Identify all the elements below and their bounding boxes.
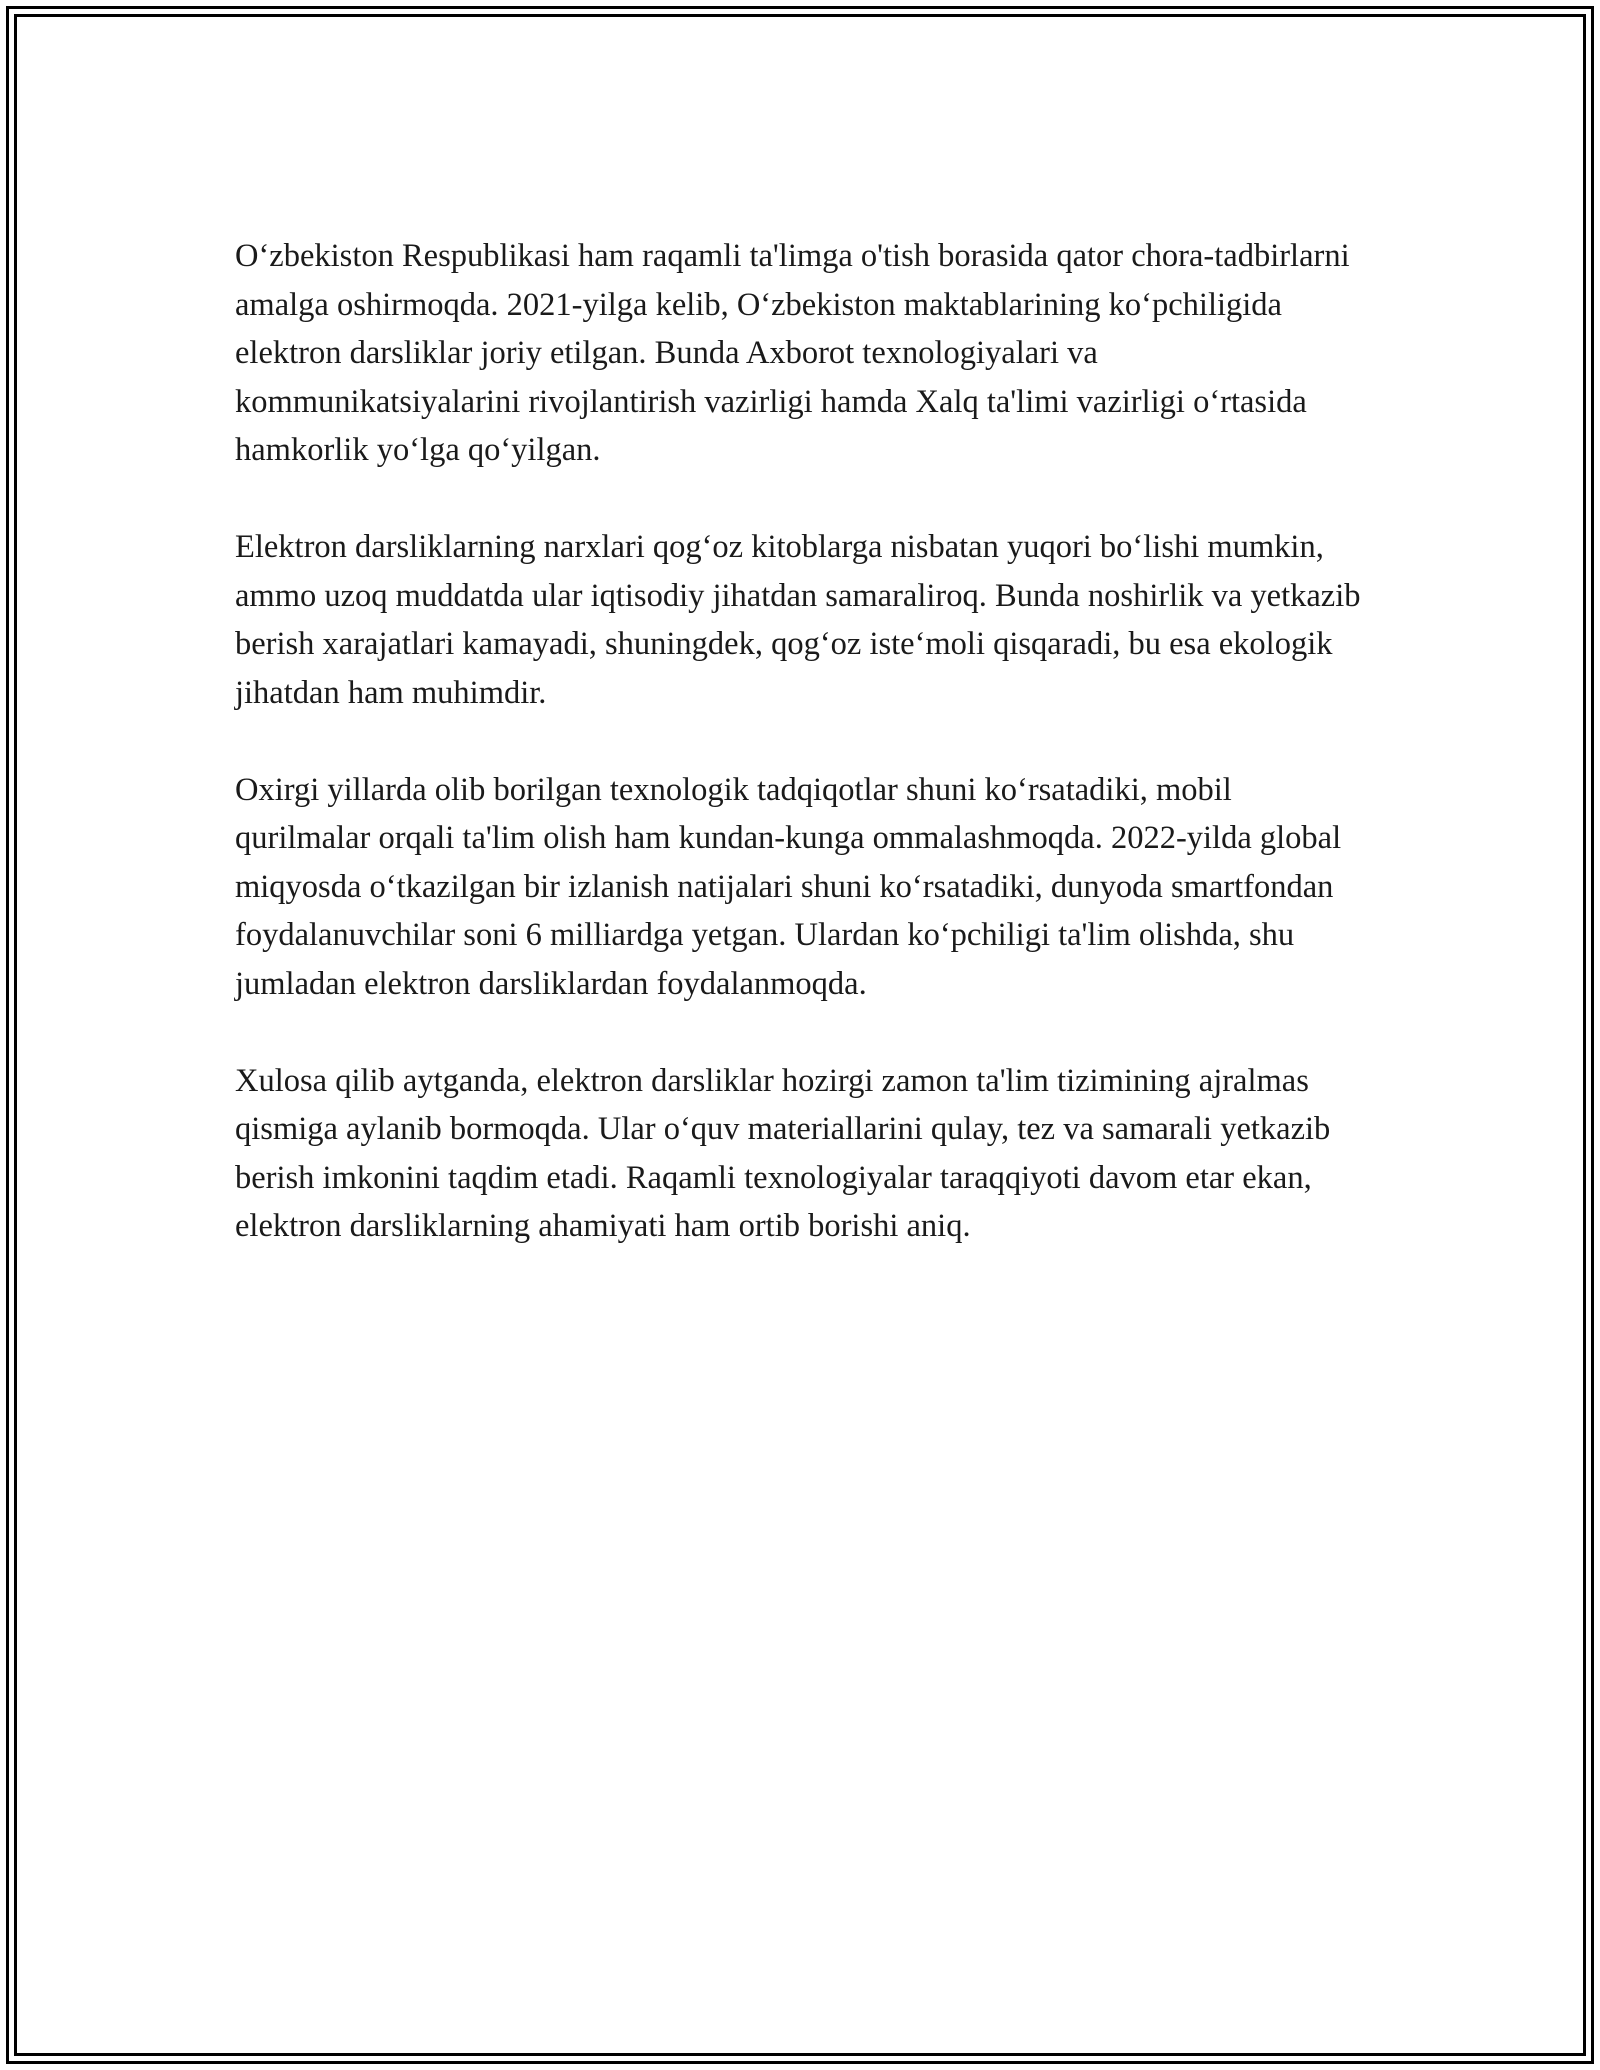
paragraph-2: Elektron darsliklarning narxlari qog‘oz kitoblarga nisbatan yuqori bo‘lishi mumkin, ammo uzoq muddatda ular iqtisodiy jihatdan samaraliroq. Bunda noshirlik va yetkazib berish xarajatlari kamayadi, shuningdek, qog‘oz iste‘moli qisqaradi, bu esa ekologik jihatdan ham muhimdir.	[235, 529, 1361, 711]
paragraph-3: Oxirgi yillarda olib borilgan texnologik tadqiqotlar shuni ko‘rsatadiki, mobil qurilmalar orqali ta'lim olish ham kundan-kunga ommalashmoqda. 2022-yilda global miqyosda o‘tkazilgan bir izlanish natijalari shuni ko‘rsatadiki, dunyoda smartfondan foydalanuvchilar soni 6 milliardga yetgan. Ulardan ko‘pchiligi ta'lim olishda, shu jumladan elektron darsliklardan foydalanmoqda.	[235, 771, 1342, 1002]
paragraph-1: O‘zbekiston Respublikasi ham raqamli ta'limga o'tish borasida qator chora-tadbirlarni amalga oshirmoqda. 2021-yilga kelib, O‘zbekiston maktablarining ko‘pchiligida elektron darsliklar joriy etilgan. Bunda Axborot texnologiyalari va kommunikatsiyalarini rivojlantirish vazirligi hamda Xalq ta'limi vazirligi o‘rtasida hamkorlik yo‘lga qo‘yilgan.	[235, 238, 1350, 468]
paragraph-4: Xulosa qilib aytganda, elektron darsliklar hozirgi zamon ta'lim tizimining ajralmas qismiga aylanib bormoqda. Ular o‘quv materiallarini qulay, tez va samarali yetkazib berish imkonini taqdim etadi. Raqamli texnologiyalar taraqqiyoti davom etar ekan, elektron darsliklarning ahamiyati ham ortib borishi aniq.	[235, 1062, 1331, 1244]
document-body	[235, 232, 1370, 1299]
